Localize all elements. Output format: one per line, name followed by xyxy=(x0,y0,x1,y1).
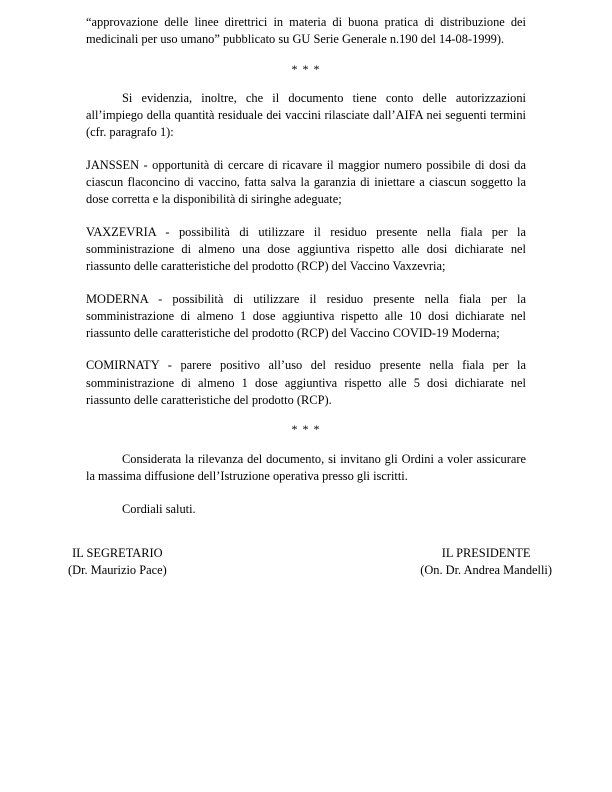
vaccine-paragraph-vaxzevria: VAXZEVRIA - possibilità di utilizzare il residuo presente nella fiala per la somministrazione di almeno una dose aggiuntiva rispetto alle dosi dichiarate nel riassunto delle caratteristiche del prodotto (RCP) del Vaccino Vaxzevria; xyxy=(86,224,526,274)
section-separator: * * * xyxy=(291,422,321,437)
vaccine-paragraph-comirnaty: COMIRNATY - parere positivo all’uso del residuo presente nella fiala per la somministrazione di almeno 1 dose aggiuntiva rispetto alle 5 dosi dichiarate nel riassunto delle caratteristiche del prodotto (RCP). xyxy=(86,358,526,408)
vaccine-paragraph-moderna: MODERNA - possibilità di utilizzare il residuo presente nella fiala per la somministrazione di almeno 1 dose aggiuntiva rispetto alle 10 dosi dichiarate nel riassunto delle caratteristiche del prodotto (RCP) del Vaccino COVID-19 Moderna; xyxy=(86,291,526,341)
greeting: Cordiali saluti. xyxy=(122,502,196,517)
president-name: (On. Dr. Andrea Mandelli) xyxy=(420,562,552,577)
president-title: IL PRESIDENTE xyxy=(441,545,531,560)
intro-continuation: “approvazione delle linee direttrici in materia di buona pratica di distribuzione dei medicinali per uso umano” pubblicato su GU Serie Generale n.190 del 14-08-1999). xyxy=(86,15,526,47)
evidence-paragraph: Si evidenzia, inoltre, che il documento tiene conto delle autorizzazioni all’impiego della quantità residuale dei vaccini rilasciate dall’AIFA nei seguenti termini (cfr. paragrafo 1): xyxy=(86,90,526,140)
closing-paragraph: Considerata la rilevanza del documento, si invitano gli Ordini a voler assicurare la massima diffusione dell’Istruzione operativa presso gli iscritti. xyxy=(86,451,526,483)
signature-president xyxy=(420,545,552,580)
signature-secretary xyxy=(68,545,167,580)
section-separator: * * * xyxy=(291,61,321,76)
vaccine-paragraph-janssen: JANSSEN - opportunità di cercare di ricavare il maggior numero possibile di dosi da ciascun flaconcino di vaccino, fatta salva la garanzia di iniettare a ciascun soggetto la dose corretta e la disponibilità di siringhe adeguate; xyxy=(86,157,526,207)
document-page xyxy=(68,14,552,579)
secretary-title: IL SEGRETARIO xyxy=(72,545,163,560)
signature-block xyxy=(68,545,552,580)
secretary-name: (Dr. Maurizio Pace) xyxy=(68,562,167,577)
